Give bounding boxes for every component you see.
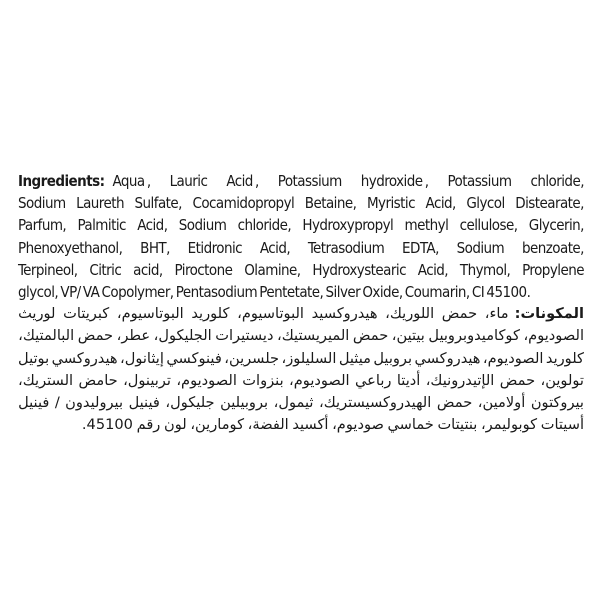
arabic-word: حمض	[499, 371, 536, 389]
english-word: Glycol	[466, 194, 505, 213]
english-word: Potassium	[277, 172, 342, 190]
arabic-word: ثيمول،	[273, 393, 314, 411]
arabic-line-1	[18, 303, 584, 325]
ingredients-label	[18, 170, 584, 436]
english-word: Sulfate,	[134, 194, 182, 213]
arabic-word: البوتاسيوم،	[237, 305, 304, 323]
english-ingredients	[18, 170, 584, 303]
arabic-word: الهيدروكسيستريك،	[319, 393, 432, 411]
english-word: Sodium	[178, 216, 227, 235]
arabic-word: هيدروكسي	[414, 349, 481, 367]
english-word: methyl	[404, 216, 449, 235]
arabic-word: /	[54, 393, 60, 411]
arabic-word: الصوديوم،	[176, 371, 237, 389]
english-word: Thymol,	[459, 260, 511, 279]
english-word: hydroxide ,	[360, 172, 429, 190]
arabic-word: الستريك،	[18, 371, 74, 389]
arabic-line-4	[18, 370, 584, 392]
english-word: Terpineol,	[18, 260, 78, 279]
english-word: EDTA,	[402, 238, 439, 257]
english-word: Etidronic	[187, 238, 243, 257]
arabic-word: حامض	[78, 371, 118, 389]
arabic-line-6	[18, 414, 584, 436]
arabic-word: بوتيل	[18, 349, 50, 367]
english-word: Aqua ,	[112, 172, 151, 190]
arabic-word: تربينول،	[123, 371, 171, 389]
arabic-word: بروبيلين	[220, 393, 269, 411]
english-word: Hydroxypropyl	[302, 216, 394, 235]
english-word: Potassium	[447, 172, 512, 190]
arabic-word: فينيل	[18, 393, 50, 411]
english-word: Cocamidopropyl	[192, 194, 295, 213]
english-word: chloride,	[237, 216, 292, 235]
english-word: Phenoxyethanol,	[18, 238, 123, 257]
arabic-word: حمض	[352, 327, 389, 345]
english-word: BHT,	[140, 238, 170, 257]
english-word: Acid ,	[226, 172, 259, 190]
arabic-word: اللوريك،	[385, 305, 435, 323]
arabic-word: البوتاسيوم،	[116, 305, 184, 323]
english-line-3	[18, 214, 584, 236]
arabic-word: حمض	[441, 305, 478, 323]
arabic-word: بيروليدون	[65, 393, 124, 411]
arabic-word: بروبيل	[373, 349, 413, 367]
arabic-word: كلوريد	[191, 305, 230, 323]
english-line-1	[18, 170, 584, 192]
english-word: Propylene	[522, 260, 584, 279]
arabic-word: جلسرين،	[224, 349, 280, 367]
arabic-heading: المكونات:	[514, 305, 584, 323]
english-text: glycol, VP/ VA Copolymer, Pentasodium Pentetate, Silver Oxide, Coumarin, CI 45100.	[18, 282, 531, 301]
ingredients-heading: Ingredients:	[18, 172, 105, 190]
arabic-word: البالمتيك،	[18, 327, 75, 345]
arabic-word: جليكول،	[165, 393, 215, 411]
arabic-word: الجليكول،	[153, 327, 212, 345]
arabic-word: الصوديوم،	[482, 349, 544, 367]
english-word: Acid,	[137, 216, 168, 235]
arabic-word: بيتين،	[391, 327, 425, 345]
arabic-word: أولامين،	[477, 393, 526, 411]
english-word: chloride,	[530, 172, 584, 190]
english-word: acid,	[133, 260, 163, 279]
arabic-line-2	[18, 325, 584, 347]
arabic-word: ميثيل	[338, 349, 371, 367]
arabic-line-5	[18, 392, 584, 414]
english-word: Betaine,	[304, 194, 357, 213]
arabic-word: كوكاميدوبروبيل	[428, 327, 520, 345]
english-word: Acid,	[259, 238, 291, 257]
arabic-line-3	[18, 348, 584, 370]
arabic-word: السليلوز،	[281, 349, 337, 367]
arabic-word: هيدروكسي	[51, 349, 118, 367]
english-word: benzoate,	[521, 238, 584, 257]
english-line-4	[18, 237, 584, 259]
arabic-word: فينيل	[128, 393, 160, 411]
english-word: Sodium	[456, 238, 505, 257]
english-word: Glycerin,	[528, 216, 584, 235]
english-word: Hydroxystearic	[312, 260, 406, 279]
arabic-word: رباعي	[355, 371, 392, 389]
arabic-word: ديستيرات	[215, 327, 274, 345]
english-line-2	[18, 192, 584, 214]
english-word: Olamine,	[244, 260, 301, 279]
english-word: Palmitic	[77, 216, 126, 235]
arabic-word: حمض	[77, 327, 114, 345]
english-word: Parfum,	[18, 216, 67, 235]
english-word: Acid,	[417, 260, 449, 279]
arabic-word: كلوريد	[545, 349, 584, 367]
english-word: Distearate,	[515, 194, 584, 213]
english-word: Laureth	[76, 194, 124, 213]
arabic-ingredients	[18, 303, 584, 436]
arabic-word: هيدروكسيد	[311, 305, 378, 323]
english-word: Sodium	[18, 194, 66, 213]
arabic-word: لوريث	[18, 305, 56, 323]
arabic-word: الصوديوم،	[523, 327, 584, 345]
arabic-word: حمض	[436, 393, 473, 411]
arabic-word: الإتيدرونيك،	[425, 371, 495, 389]
english-word: Acid,	[425, 194, 456, 213]
arabic-word: فينوكسي	[166, 349, 222, 367]
english-word: Tetrasodium	[307, 238, 385, 257]
arabic-word: بيروكتون	[530, 393, 584, 411]
arabic-text: أسيتات كوبوليمر، بنتيتات خماسي صوديوم، أكسيد الفضة، كومارين، لون رقم 45100.	[81, 416, 584, 434]
arabic-word: تولوين،	[540, 371, 584, 389]
arabic-word: كبريتات	[63, 305, 110, 323]
arabic-word: إيثانول،	[120, 349, 164, 367]
english-line-6	[18, 281, 584, 303]
arabic-word: ماء،	[484, 305, 509, 323]
arabic-word: الصوديوم،	[289, 371, 350, 389]
english-word: Lauric	[169, 172, 208, 190]
arabic-word: بنزوات	[242, 371, 284, 389]
arabic-word: الميريستيك،	[277, 327, 350, 345]
arabic-word: عطر،	[116, 327, 151, 345]
arabic-word: أديتا	[396, 371, 421, 389]
english-word: Myristic	[366, 194, 415, 213]
english-word: cellulose,	[459, 216, 518, 235]
english-word: Piroctone	[174, 260, 233, 279]
english-word: Citric	[89, 260, 122, 279]
english-line-5	[18, 259, 584, 281]
